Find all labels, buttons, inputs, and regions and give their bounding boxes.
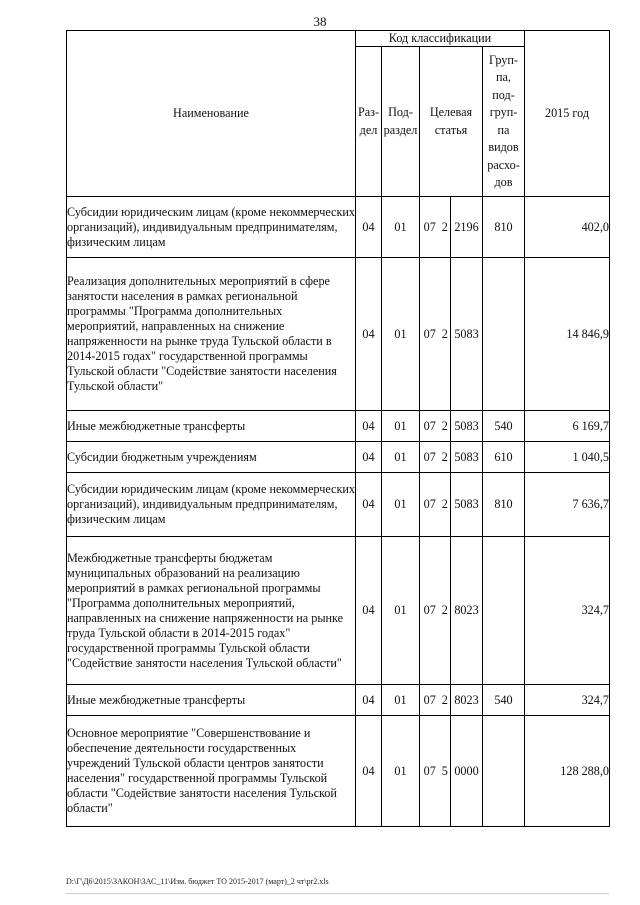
row-target-program: 07 [420, 537, 440, 685]
row-target-direction: 5083 [451, 442, 483, 473]
row-podrazdel: 01 [382, 716, 420, 827]
row-razdel: 04 [356, 197, 382, 258]
row-name: Субсидии юридическим лицам (кроме некоммерческих организаций), индивидуальным предпринимателям, физическим лицам [67, 197, 356, 258]
row-target-program: 07 [420, 258, 440, 411]
table-row [67, 537, 610, 685]
row-name: Субсидии бюджетным учреждениям [67, 442, 356, 473]
row-target-direction: 8023 [451, 685, 483, 716]
header-name: Наименование [67, 31, 356, 197]
row-target-subprogram: 2 [440, 537, 451, 685]
table-row [67, 442, 610, 473]
header-group [483, 47, 525, 197]
row-name: Иные межбюджетные трансферты [67, 685, 356, 716]
row-target-program: 07 [420, 442, 440, 473]
row-razdel: 04 [356, 685, 382, 716]
row-target-direction: 0000 [451, 716, 483, 827]
header-year: 2015 год [525, 31, 610, 197]
row-target-subprogram: 2 [440, 473, 451, 537]
row-amount: 324,7 [525, 537, 610, 685]
table-row [67, 197, 610, 258]
row-razdel: 04 [356, 442, 382, 473]
row-target-program: 07 [420, 473, 440, 537]
scan-artifact-line [66, 893, 609, 894]
row-expense-type [483, 716, 525, 827]
row-amount: 128 288,0 [525, 716, 610, 827]
row-podrazdel: 01 [382, 473, 420, 537]
table-body [67, 197, 610, 827]
row-target-direction: 5083 [451, 258, 483, 411]
row-target-direction: 8023 [451, 537, 483, 685]
header-podrazdel [382, 47, 420, 197]
row-target-direction: 2196 [451, 197, 483, 258]
row-target-subprogram: 2 [440, 258, 451, 411]
header-razdel-text: Раз- дел [357, 105, 380, 137]
table-row [67, 411, 610, 442]
row-podrazdel: 01 [382, 258, 420, 411]
row-expense-type: 610 [483, 442, 525, 473]
row-razdel: 04 [356, 473, 382, 537]
row-expense-type: 810 [483, 473, 525, 537]
row-podrazdel: 01 [382, 685, 420, 716]
row-target-direction: 5083 [451, 411, 483, 442]
table-row [67, 473, 610, 537]
row-razdel: 04 [356, 537, 382, 685]
row-target-subprogram: 2 [440, 411, 451, 442]
row-target-subprogram: 5 [440, 716, 451, 827]
row-razdel: 04 [356, 411, 382, 442]
header-podrazdel-text: Под- раздел [383, 105, 418, 137]
row-amount: 14 846,9 [525, 258, 610, 411]
row-podrazdel: 01 [382, 442, 420, 473]
budget-table [66, 30, 610, 827]
row-expense-type [483, 258, 525, 411]
row-razdel: 04 [356, 258, 382, 411]
header-target [420, 47, 483, 197]
table-row [67, 685, 610, 716]
row-amount: 7 636,7 [525, 473, 610, 537]
row-amount: 324,7 [525, 685, 610, 716]
header-code-group: Код классификации [356, 31, 525, 47]
row-amount: 6 169,7 [525, 411, 610, 442]
row-podrazdel: 01 [382, 411, 420, 442]
page-number: 38 [313, 14, 327, 29]
row-target-subprogram: 2 [440, 442, 451, 473]
row-target-direction: 5083 [451, 473, 483, 537]
row-expense-type: 810 [483, 197, 525, 258]
row-expense-type: 540 [483, 411, 525, 442]
header-razdel [356, 47, 382, 197]
row-razdel: 04 [356, 716, 382, 827]
header-group-text: Груп- па, под- груп- па видов расхо- дов [487, 52, 520, 189]
table-row [67, 258, 610, 411]
row-name: Иные межбюджетные трансферты [67, 411, 356, 442]
row-target-program: 07 [420, 685, 440, 716]
row-amount: 1 040,5 [525, 442, 610, 473]
row-name: Основное мероприятие "Совершенствование и обеспечение деятельности государственных учреждений Тульской области центров занятости населения" государственной программы Тульской области "Содействие занятости населения Тульской области" [67, 716, 356, 827]
row-name: Реализация дополнительных мероприятий в сфере занятости населения в рамках региональной программы "Программа дополнительных мероприятий, направленных на снижение напряженности на рынке труда Тульской области в 2014-2015 годах" государственной программы Тульской области "Содействие занятости населения Тульской области" [67, 258, 356, 411]
row-podrazdel: 01 [382, 197, 420, 258]
row-expense-type: 540 [483, 685, 525, 716]
row-target-program: 07 [420, 197, 440, 258]
row-amount: 402,0 [525, 197, 610, 258]
row-podrazdel: 01 [382, 537, 420, 685]
row-name: Межбюджетные трансферты бюджетам муниципальных образований на реализацию мероприятий в рамках региональной программы "Программа дополнительных мероприятий, направленных на снижение напряженности на рынке труда Тульской области в 2014-2015 годах" государственной программы Тульской области "Содействие занятости населения Тульской области" [67, 537, 356, 685]
header-target-text: Целевая статья [429, 105, 473, 137]
row-target-program: 07 [420, 411, 440, 442]
row-target-subprogram: 2 [440, 685, 451, 716]
row-name: Субсидии юридическим лицам (кроме некоммерческих организаций), индивидуальным предпринимателям, физическим лицам [67, 473, 356, 537]
row-target-subprogram: 2 [440, 197, 451, 258]
footer-file-path: D:\Г\Д6\2015\ЗАКОН\ЗАС_11\Изм. бюджет ТО 2015-2017 (март)_2 чт\pr2.xls [66, 877, 329, 886]
row-expense-type [483, 537, 525, 685]
row-target-program: 07 [420, 716, 440, 827]
table-row [67, 716, 610, 827]
